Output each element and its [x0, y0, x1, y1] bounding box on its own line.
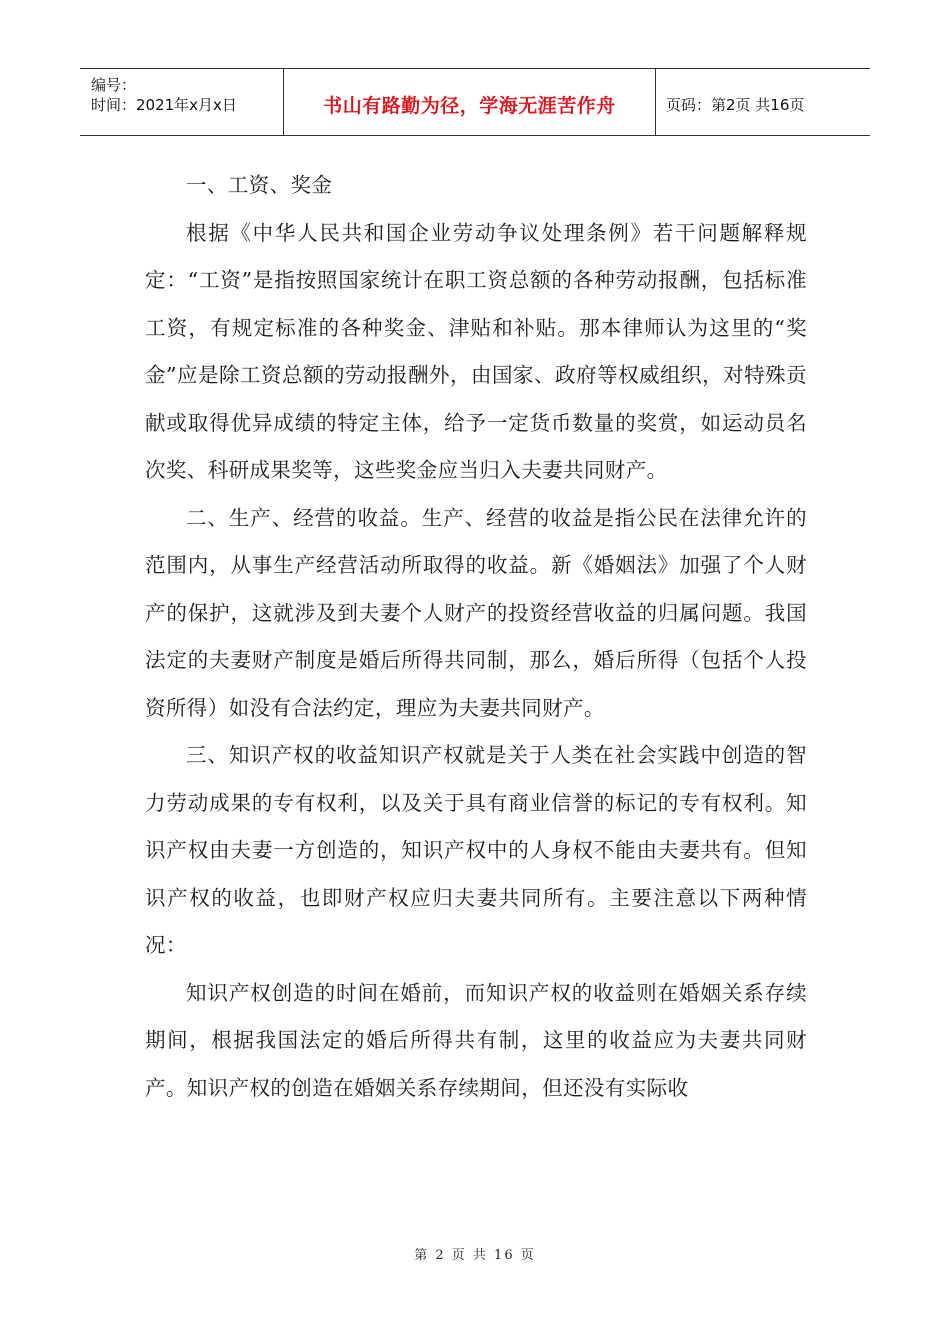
body-paragraph: 二、生产、经营的收益。生产、经营的收益是指公民在法律允许的范围内，从事生产经营活动所取得的收益。新《婚姻法》加强了个人财产的保护，这就涉及到夫妻个人财产的投资经营收益的归属问题。我国法定的夫妻财产制度是婚后所得共同制，那么，婚后所得（包括个人投资所得）如没有合法约定，理应为夫妻共同财产。 — [145, 505, 807, 720]
section-heading-wages: 一、工资、奖金 — [186, 173, 333, 197]
document-header — [80, 68, 870, 136]
header-motto: 书山有路勤为径，学海无涯苦作舟 — [323, 94, 616, 117]
document-number-label: 编号： — [91, 76, 137, 94]
header-page-cell — [656, 69, 870, 135]
page-footer: 第 2 页 共 16 页 — [414, 1248, 536, 1263]
document-date-label: 时间：2021年x月x日 — [91, 96, 237, 114]
body-paragraph: 根据《中华人民共和国企业劳动争议处理条例》若干问题解释规定：“工资”是指按照国家统计在职工资总额的各种劳动报酬，包括标准工资，有规定标准的各种奖金、津贴和补贴。那本律师认为这里的“奖金”应是除工资总额的劳动报酬外，由国家、政府等权威组织，对特殊贡献或取得优异成绩的特定主体，给予一定货币数量的奖赏，如运动员名次奖、科研成果奖等，这些奖金应当归入夫妻共同财产。 — [145, 220, 807, 482]
document-body — [145, 162, 807, 1112]
header-motto-cell — [284, 69, 656, 135]
body-paragraph: 知识产权创造的时间在婚前，而知识产权的收益则在婚姻关系存续期间，根据我国法定的婚后所得共有制，这里的收益应为夫妻共同财产。知识产权的创造在婚姻关系存续期间，但还没有实际收 — [145, 980, 807, 1100]
body-paragraph: 三、知识产权的收益知识产权就是关于人类在社会实践中创造的智力劳动成果的专有权利，以及关于具有商业信誉的标记的专有权利。知识产权由夫妻一方创造的，知识产权中的人身权不能由夫妻共有。但知识产权的收益，也即财产权应归夫妻共同所有。主要注意以下两种情况： — [145, 743, 807, 957]
header-meta-cell — [80, 69, 284, 135]
header-page-info: 页码：第2页 共16页 — [666, 95, 805, 114]
